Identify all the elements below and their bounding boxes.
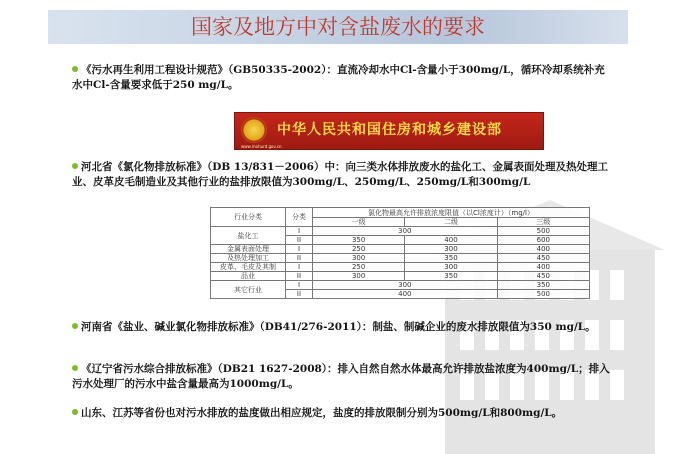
table-row bbox=[211, 272, 590, 281]
value-cell: 500 bbox=[497, 227, 589, 236]
paragraph-liaoning bbox=[72, 362, 612, 392]
category-cell: 品业 bbox=[211, 272, 286, 281]
value-cell: 400 bbox=[313, 290, 498, 299]
banner-title: 中华人民共和国住房和城乡建设部 bbox=[277, 122, 502, 138]
bullet-icon bbox=[72, 66, 78, 72]
table-row bbox=[211, 254, 590, 263]
header-grade-3: 三级 bbox=[497, 218, 589, 227]
value-cell: 400 bbox=[497, 245, 589, 254]
paragraph-text: 河南省《盐业、碱业氯化物排放标准》（DB41/276-2011）：制盐、制碱企业的废水排放限值为350 mg/L。 bbox=[81, 321, 596, 333]
paragraph-text: 《辽宁省污水综合排放标准》（DB21 1627-2008）：排入自然自然水体最高允许排放盐浓度为400mg/L；排入污水处理厂的污水中盐含量最高为1000mg/L。 bbox=[72, 363, 610, 390]
class-cell: I bbox=[286, 227, 313, 236]
value-cell: 300 bbox=[313, 281, 498, 290]
header-grade-1: 一级 bbox=[313, 218, 405, 227]
chloride-limit-table bbox=[210, 207, 590, 299]
header-grade-2: 二级 bbox=[405, 218, 497, 227]
class-cell: I bbox=[286, 245, 313, 254]
class-cell: II bbox=[286, 290, 313, 299]
header-class: 分类 bbox=[286, 208, 313, 227]
table-row bbox=[211, 227, 590, 236]
header-category: 行业分类 bbox=[211, 208, 286, 227]
banner-url: www.mohurd.gov.cn bbox=[241, 144, 282, 149]
ministry-banner bbox=[234, 112, 544, 150]
value-cell: 350 bbox=[405, 254, 497, 263]
paragraph-hebei bbox=[72, 160, 612, 190]
paragraph-text: 河北省《氯化物排放标准》（DB 13/831－2006）中：向三类水体排放废水的盐化工、金属表面处理及热处理工业、皮革皮毛制造业及其他行业的盐排放限值为300mg/L、250mg/L、250mg/L和300mg/L bbox=[72, 161, 608, 188]
bullet-icon bbox=[72, 409, 78, 415]
value-cell: 250 bbox=[313, 245, 405, 254]
category-cell: 及热处理加工 bbox=[211, 254, 286, 263]
category-cell: 金属表面处理 bbox=[211, 245, 286, 254]
table-row bbox=[211, 281, 590, 290]
value-cell: 300 bbox=[313, 227, 498, 236]
class-cell: II bbox=[286, 236, 313, 245]
value-cell: 300 bbox=[313, 272, 405, 281]
title-bar bbox=[48, 10, 628, 44]
class-cell: I bbox=[286, 263, 313, 272]
value-cell: 450 bbox=[497, 254, 589, 263]
paragraph-henan bbox=[72, 320, 612, 335]
value-cell: 350 bbox=[405, 272, 497, 281]
value-cell: 450 bbox=[497, 272, 589, 281]
paragraph-text: 《污水再生利用工程设计规范》（GB50335-2002）：直流冷却水中Cl-含量小于300mg/L，循环冷却系统补充水中Cl-含量要求低于250 mg/L。 bbox=[72, 64, 605, 91]
value-cell: 300 bbox=[405, 245, 497, 254]
table-row bbox=[211, 245, 590, 254]
value-cell: 500 bbox=[497, 290, 589, 299]
header-limit: 氯化物最高允许排放浓度限值（以Cl浓度计）（mg/l） bbox=[313, 208, 590, 218]
category-cell: 盐化工 bbox=[211, 227, 286, 245]
value-cell: 400 bbox=[405, 236, 497, 245]
paragraph-shandong-jiangsu bbox=[72, 406, 612, 421]
paragraph-text: 山东、江苏等省份也对污水排放的盐度做出相应规定，盐度的排放限制分别为500mg/L和800mg/L。 bbox=[81, 407, 563, 419]
paragraph-gb50335 bbox=[72, 63, 612, 93]
value-cell: 600 bbox=[497, 236, 589, 245]
national-emblem-icon bbox=[241, 117, 267, 143]
value-cell: 300 bbox=[405, 263, 497, 272]
class-cell: I bbox=[286, 281, 313, 290]
value-cell: 350 bbox=[497, 281, 589, 290]
bullet-icon bbox=[72, 365, 78, 371]
value-cell: 350 bbox=[313, 236, 405, 245]
slide-title: 国家及地方中对含盐废水的要求 bbox=[191, 15, 485, 39]
table-row bbox=[211, 263, 590, 272]
bullet-icon bbox=[72, 163, 78, 169]
value-cell: 300 bbox=[313, 254, 405, 263]
class-cell: II bbox=[286, 272, 313, 281]
category-cell: 其它行业 bbox=[211, 281, 286, 299]
value-cell: 400 bbox=[497, 263, 589, 272]
value-cell: 250 bbox=[313, 263, 405, 272]
category-cell: 皮革、毛皮及其制 bbox=[211, 263, 286, 272]
bullet-icon bbox=[72, 323, 78, 329]
class-cell: II bbox=[286, 254, 313, 263]
